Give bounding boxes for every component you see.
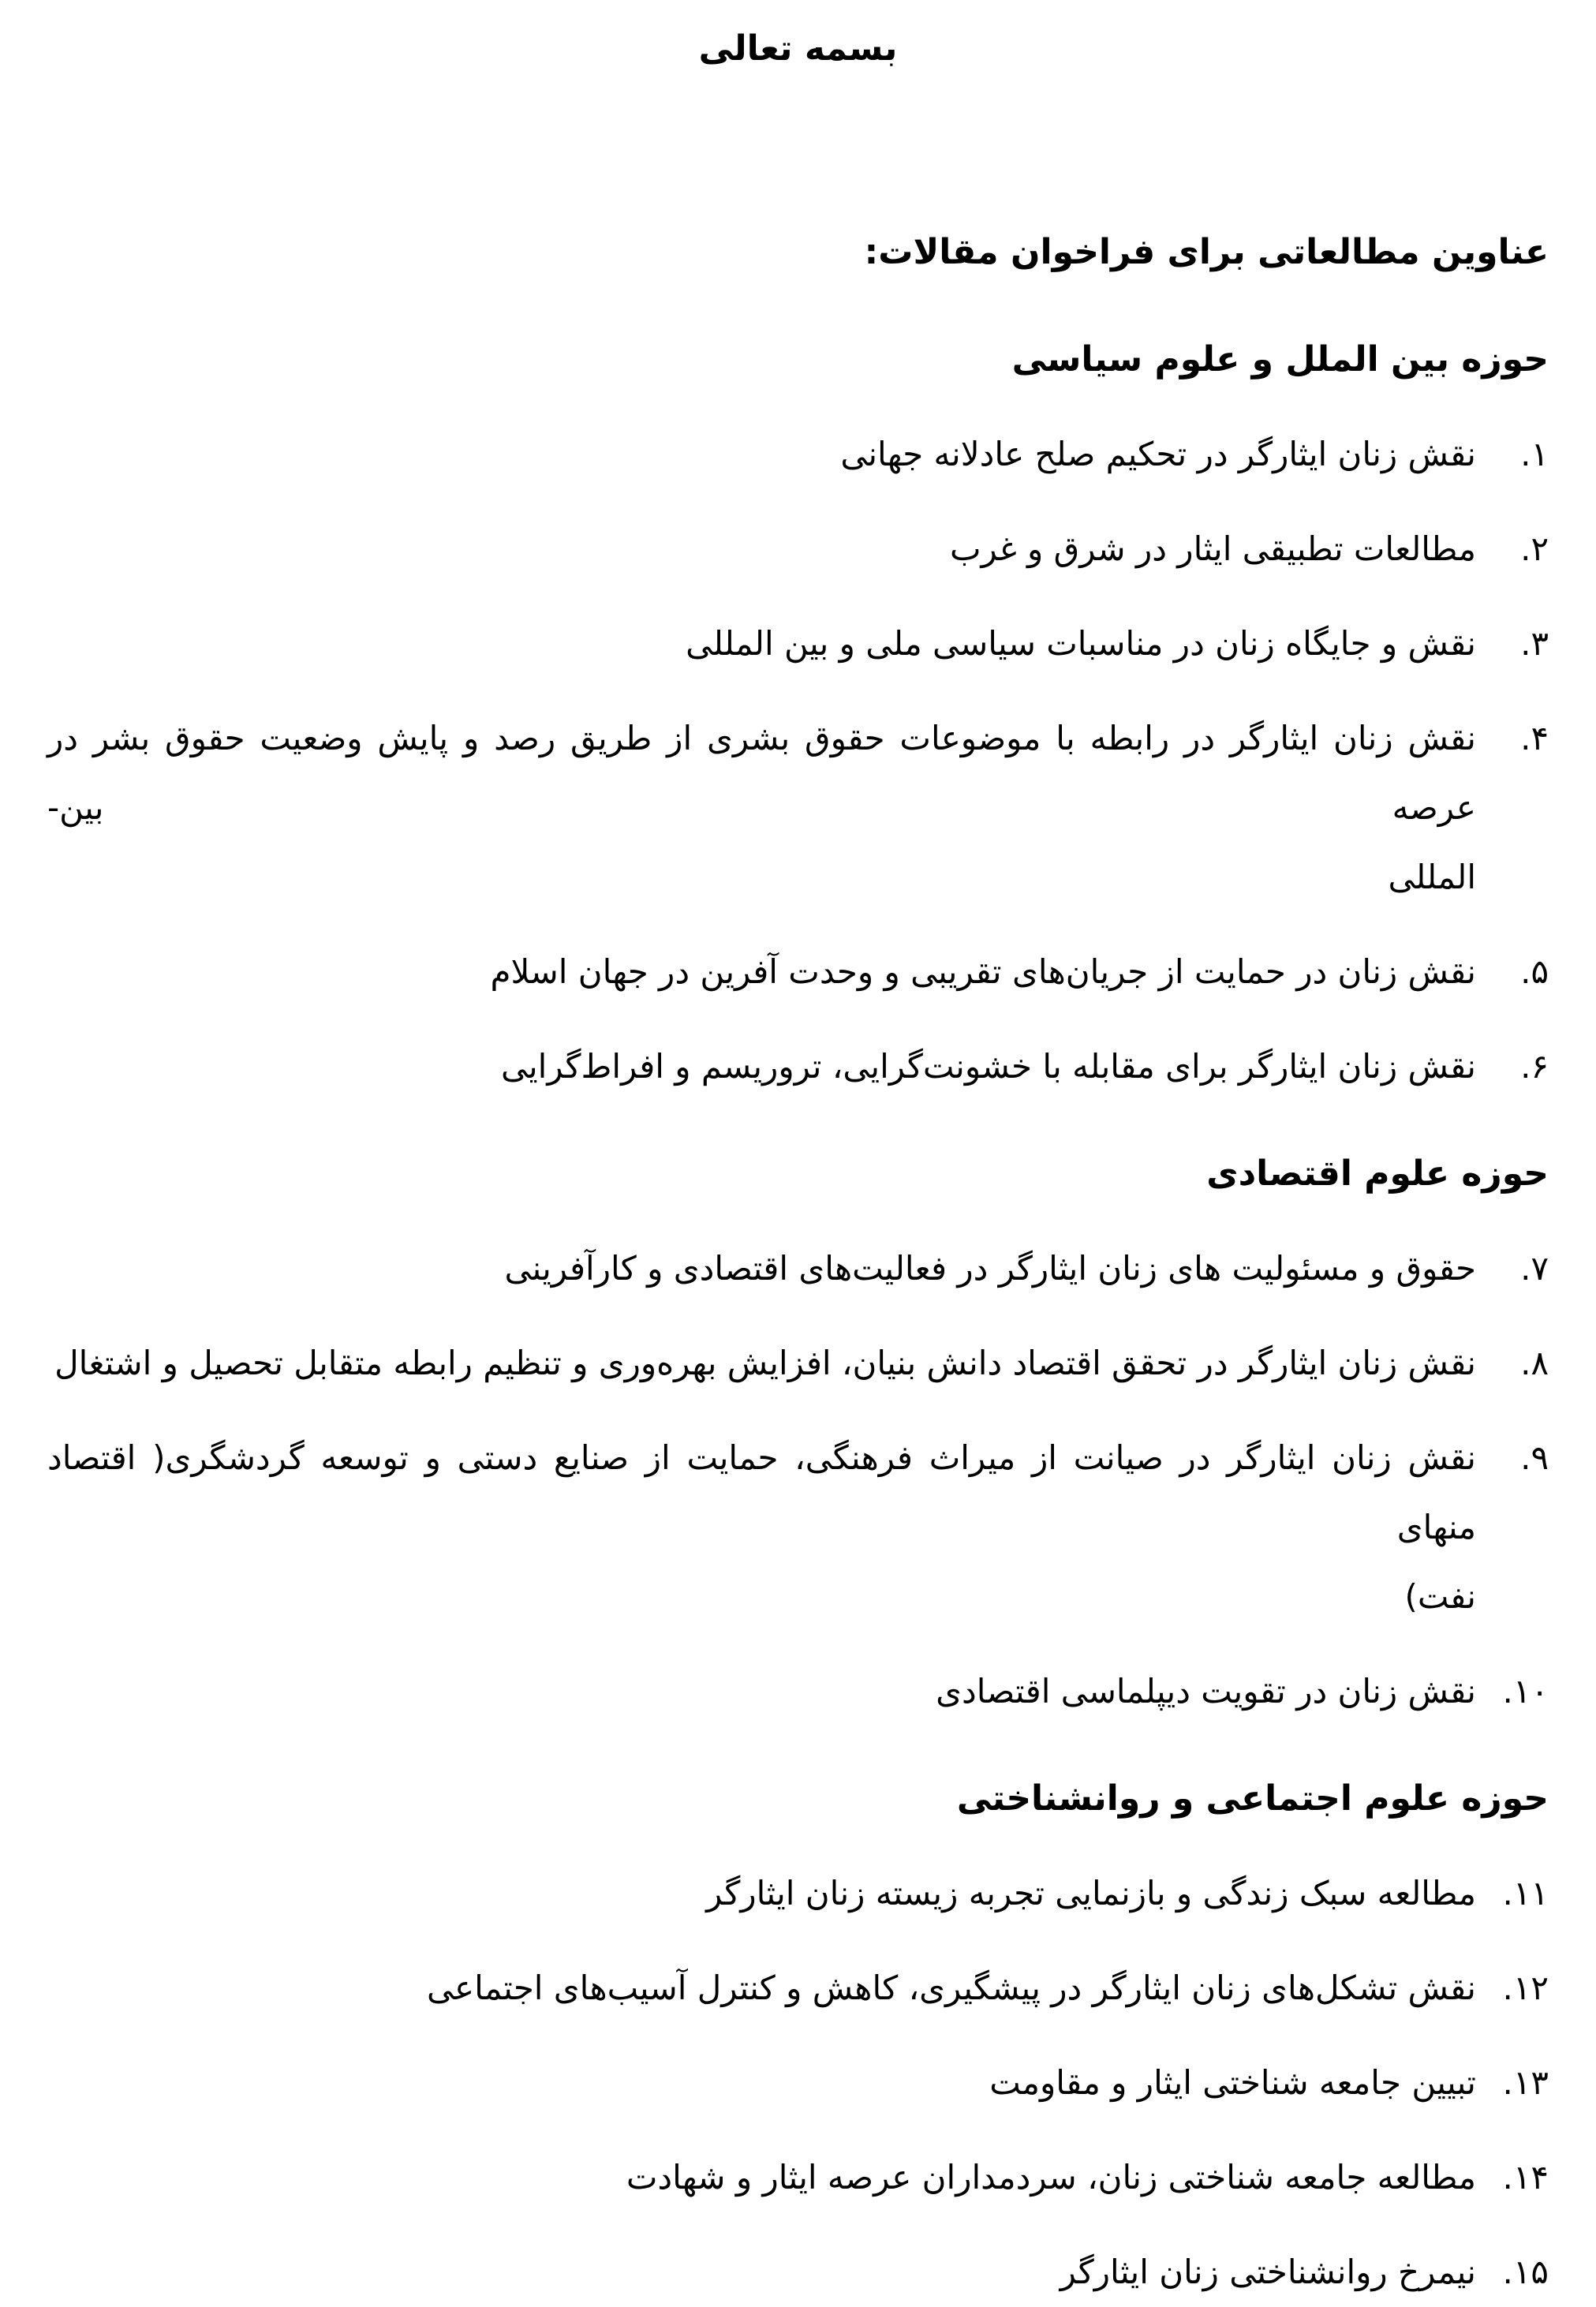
item-line: نقش زنان ایثارگر برای مقابله با خشونت‌گرایی، تروریسم و افراط‌گرایی [500,1047,1476,1086]
list-item [47,1329,1549,1398]
item-line: المللی [1388,858,1476,896]
item-line: نقش زنان ایثارگر در تحکیم صلح عادلانه جهانی [840,435,1476,473]
item-line: مطالعات تطبیقی ایثار در شرق و غرب [950,529,1476,568]
item-number: ۸. [1520,1344,1549,1382]
sections-container [47,325,1549,2307]
list-item [47,2048,1549,2118]
item-line: نقش زنان ایثارگر در رابطه با موضوعات حقوق بشری از طریق رصد و پایش وضعیت حقوق بشر در عرصه بین- [47,719,1476,827]
item-line: نیمرخ روانشناختی زنان ایثارگر [1060,2253,1476,2291]
item-number: ۱۱. [1502,1874,1549,1913]
list-item [47,420,1549,489]
list-item [47,1657,1549,1726]
item-line: نقش زنان ایثارگر در صیانت از میراث فرهنگی، حمایت از صنایع دستی و توسعه گردشگری( اقتصاد منهای [47,1438,1476,1546]
list-item [47,609,1549,679]
item-number: ۴. [1520,719,1549,757]
item-number: ۱۳. [1502,2063,1549,2102]
item-number: ۱۲. [1502,1969,1549,2007]
item-line: مطالعه جامعه شناختی زنان، سردمداران عرصه ایثار و شهادت [626,2158,1476,2197]
list-item [47,1859,1549,1928]
item-number: ۱۵. [1502,2253,1549,2291]
list-item [47,1423,1549,1632]
item-line: نقش زنان در تقویت دیپلماسی اقتصادی [936,1672,1476,1711]
item-number: ۶. [1520,1047,1549,1086]
item-line: تبیین جامعه شناختی ایثار و مقاومت [989,2063,1476,2102]
list-item [47,1032,1549,1101]
section-heading: حوزه علوم اجتماعی و روانشناختی [956,1778,1549,1819]
item-line: نقش و جایگاه زنان در مناسبات سیاسی ملی و بین المللی [686,624,1476,663]
item-line: مطالعه سبک زندگی و بازنمایی تجربه زیسته زنان ایثارگر [706,1874,1476,1913]
list-item [47,2238,1549,2307]
item-line: نفت) [1404,1577,1476,1616]
item-number: ۱. [1520,435,1549,473]
item-number: ۳. [1520,624,1549,663]
item-number: ۱۰. [1502,1672,1549,1711]
item-number: ۲. [1520,529,1549,568]
item-line: نقش تشکل‌های زنان ایثارگر در پیشگیری، کاهش و کنترل آسیب‌های اجتماعی [427,1969,1476,2007]
page-title: عناوین مطالعاتی برای فراخوان مقالات: [864,232,1549,272]
item-number: ۵. [1520,952,1549,991]
item-number: ۹. [1520,1438,1549,1477]
item-line: نقش زنان در حمایت از جریان‌های تقریبی و وحدت آفرین در جهان اسلام [490,952,1476,991]
list-item [47,1234,1549,1303]
list-item [47,937,1549,1007]
list-item [47,704,1549,912]
item-line: حقوق و مسئولیت های زنان ایثارگر در فعالیت‌های اقتصادی و کارآفرینی [504,1249,1476,1288]
item-number: ۱۴. [1502,2158,1549,2197]
list-item [47,1954,1549,2023]
basmala-header: بسمه تعالی [698,28,898,69]
list-item [47,514,1549,584]
item-number: ۷. [1520,1249,1549,1288]
section-heading: حوزه علوم اقتصادی [1206,1154,1549,1194]
item-line: نقش زنان ایثارگر در تحقق اقتصاد دانش بنیان، افزایش بهره‌وری و تنظیم رابطه متقابل تحصیل و اشتغال [54,1344,1476,1382]
list-item [47,2143,1549,2212]
section-heading: حوزه بین الملل و علوم سیاسی [1011,339,1549,380]
